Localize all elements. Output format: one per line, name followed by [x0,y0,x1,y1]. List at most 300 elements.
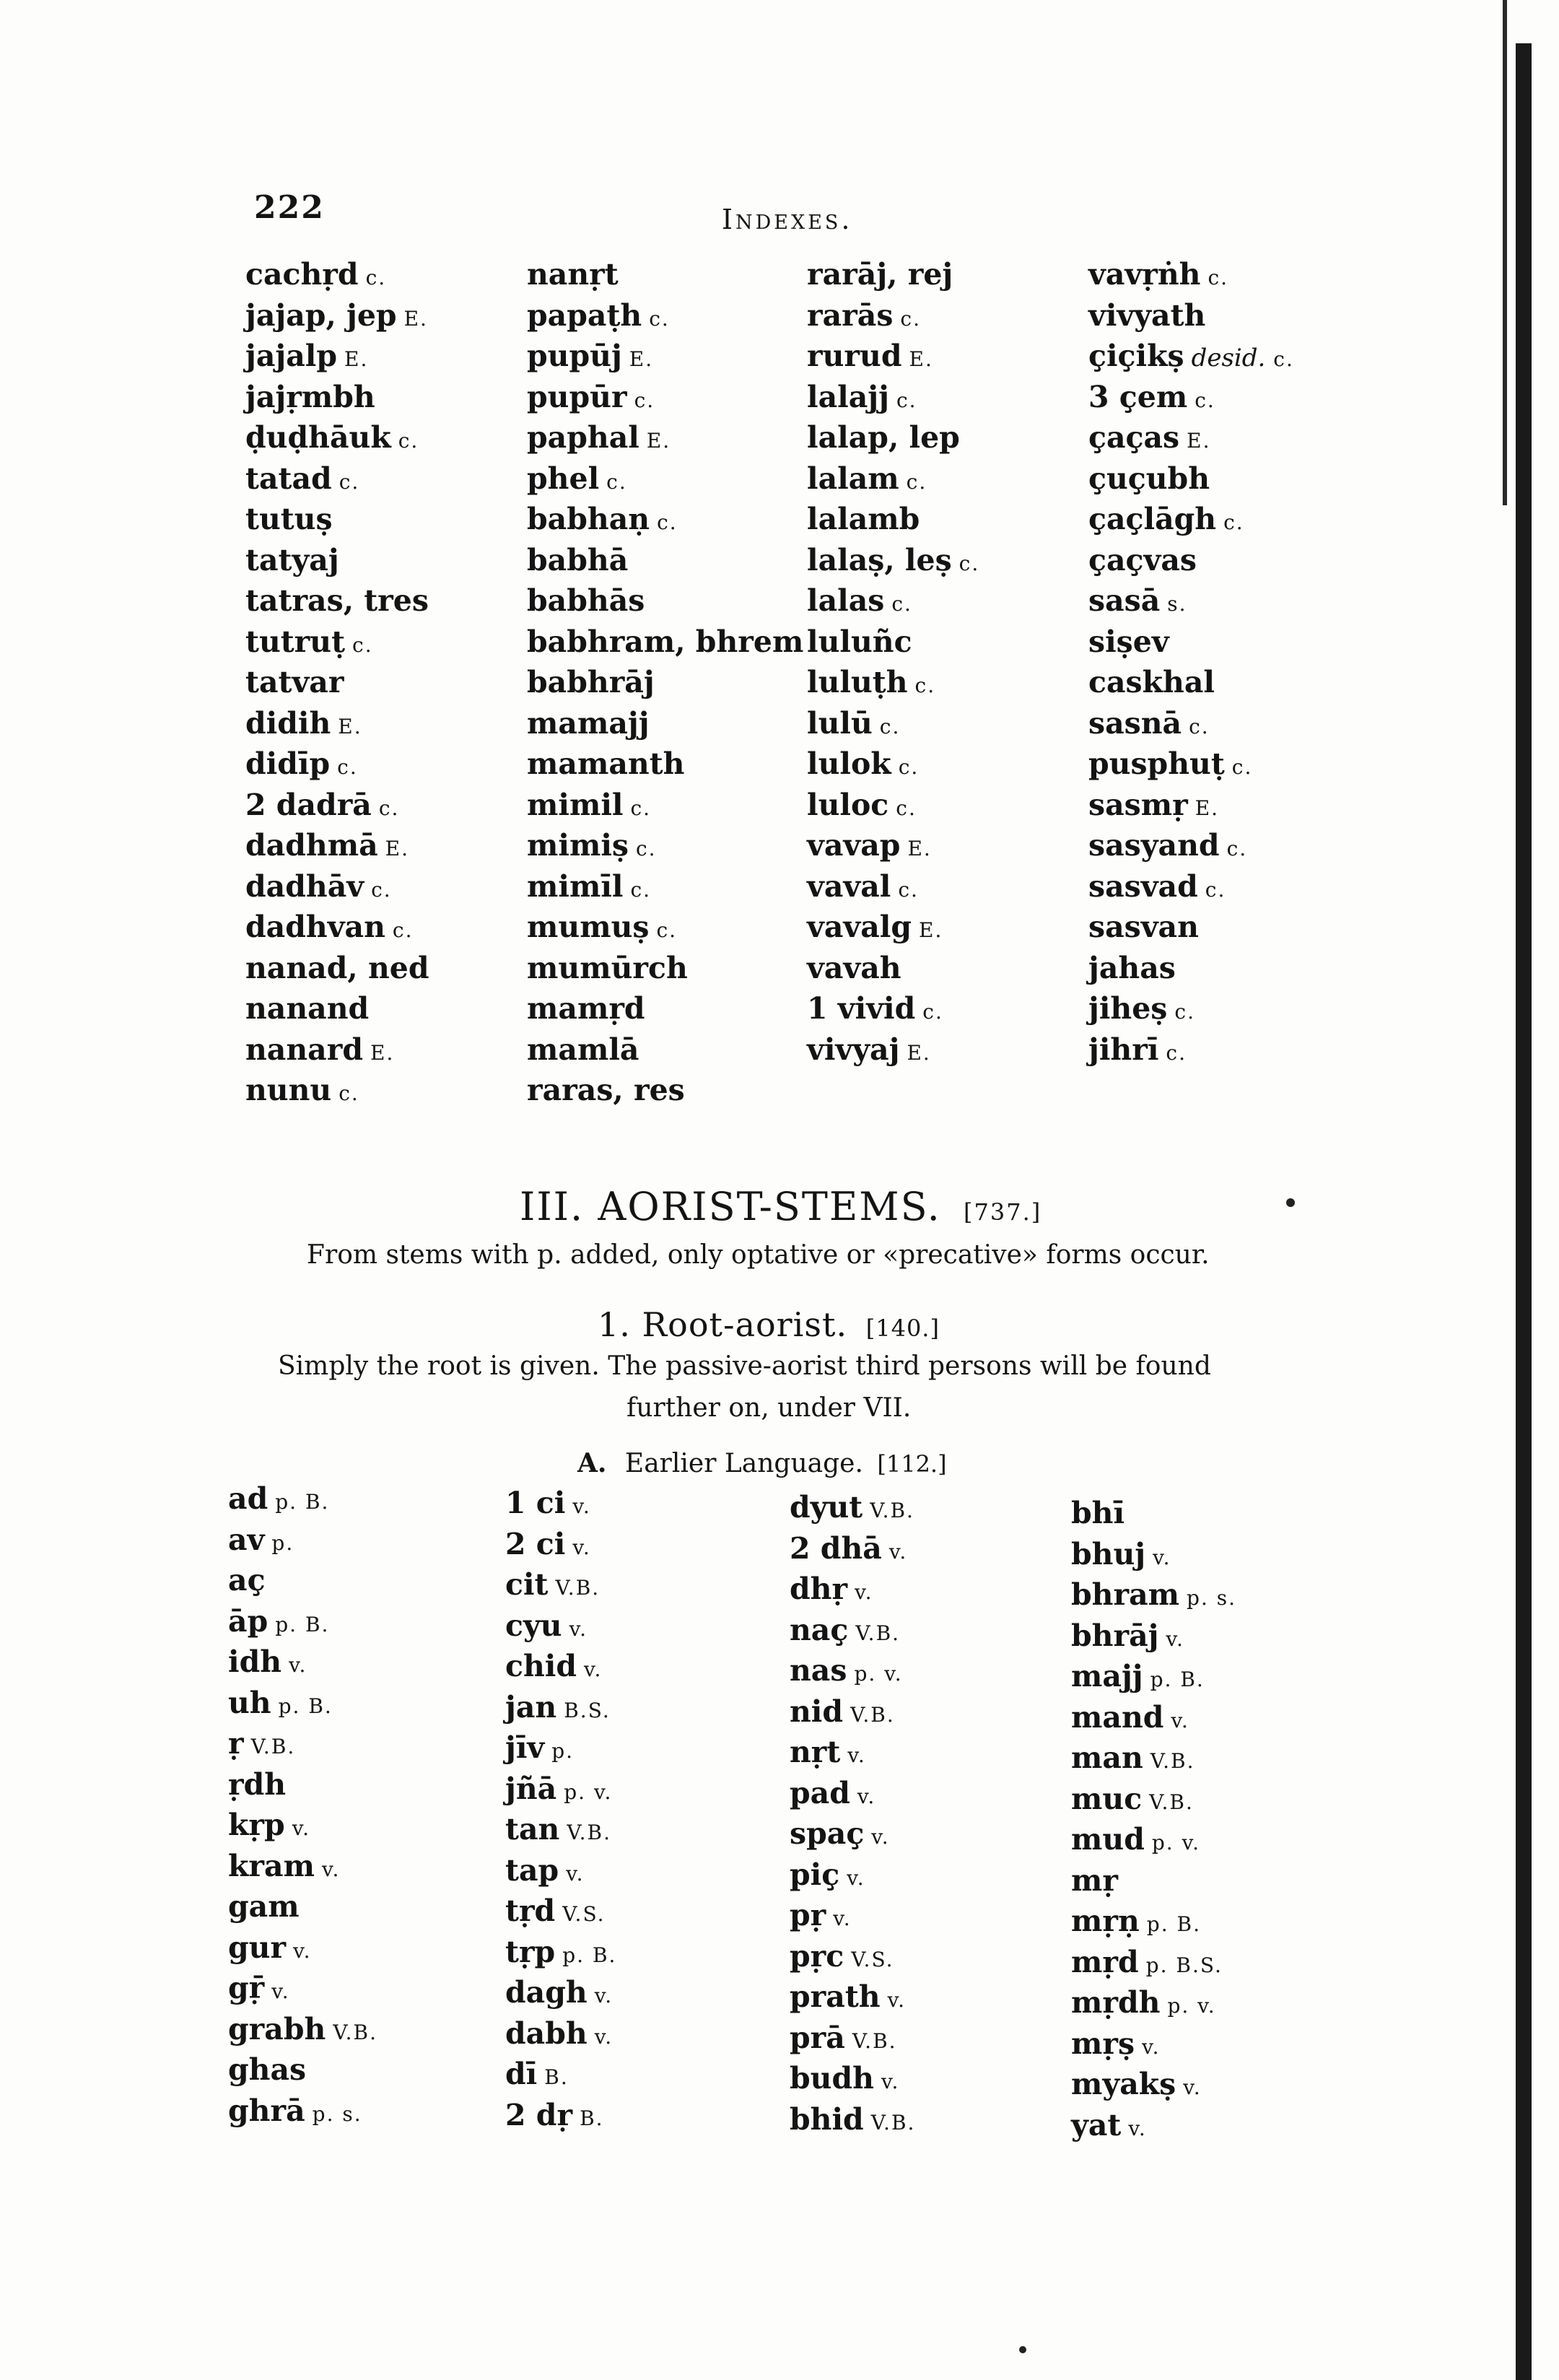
index-entry [790,2058,915,2099]
index-entry [228,1520,377,1561]
entry-word: yat [1071,2107,1122,2143]
entry-word: cachṛd [245,257,359,292]
entry-abbreviation: v. [847,1743,866,1767]
entry-word: rurud [807,339,902,373]
entry-abbreviation: v. [594,2024,613,2049]
index-entry [807,907,979,948]
entry-abbreviation: v. [1128,2116,1147,2140]
entry-abbreviation: p. [551,1739,575,1763]
index-entry [505,1891,616,1932]
index-entry [790,1854,915,1896]
entry-abbreviation: B. [580,2106,604,2130]
entry-abbreviation: c. [1189,714,1210,738]
entry-abbreviation: desid. c. [1191,344,1294,372]
index-entry [1088,580,1294,622]
entry-abbreviation: c. [1195,388,1215,412]
scan-speck [1019,2346,1026,2353]
index-entry [807,295,979,336]
index-entry [228,2049,377,2091]
entry-word: jajalp [245,339,338,373]
aorist-column-1 [228,1478,377,2131]
entry-abbreviation: p. v. [564,1779,613,1804]
entry-abbreviation: c. [398,429,419,453]
entry-word: dhṛ [790,1572,848,1606]
entry-word: mamlā [527,1032,639,1067]
entry-abbreviation: v. [569,1616,588,1641]
entry-abbreviation: E. [919,918,943,942]
entry-word: grabh [228,2011,326,2046]
entry-word: mud [1071,1822,1145,1857]
entry-abbreviation: v. [584,1657,603,1681]
entry-abbreviation: c. [906,469,927,494]
entry-word: bhid [790,2101,864,2137]
index-entry [1071,1942,1236,1983]
entry-word: muc [1071,1781,1143,1816]
entry-word: luluñc [807,624,912,659]
entry-word: spaç [790,1816,865,1851]
entry-word: çaças [1088,420,1180,455]
entry-abbreviation: c. [365,266,387,289]
entry-word: lalaṣ, leṣ [807,542,952,577]
entry-word: 2 dhā [790,1530,882,1566]
entry-abbreviation: c. [657,510,678,534]
index-entry [245,417,429,458]
entry-abbreviation: c. [1208,266,1229,289]
entry-abbreviation: v. [1183,2075,1202,2099]
index-entry [527,825,803,866]
entry-word: sasyand [1088,828,1220,863]
entry-abbreviation: V.B. [870,1499,914,1522]
index-entry [527,499,803,540]
index-entry [807,703,979,744]
entry-word: jīv [505,1730,545,1765]
index-entry [807,580,979,622]
index-entry [245,622,429,663]
subsection-note-line-2: further on, under VII. [626,1393,912,1423]
entry-word: vavah [807,950,901,985]
entry-word: jñā [505,1771,557,1806]
entry-abbreviation: c. [896,795,917,820]
subsection-heading [598,1305,940,1344]
index-entry [245,540,429,581]
entry-word: man [1071,1740,1143,1775]
entry-abbreviation: c. [1205,877,1226,902]
entry-word: didih [245,705,331,741]
index-entry [245,662,429,703]
entry-word: sasnā [1088,705,1182,741]
index-entry [527,254,803,295]
entry-word: nanad, ned [245,950,429,985]
index-entry [245,948,429,989]
entry-abbreviation: c. [630,877,652,902]
entry-word: tatras, tres [245,583,429,618]
entry-abbreviation: V.B. [870,2110,916,2135]
entry-abbreviation: v. [857,1784,876,1808]
index-entry [527,540,803,581]
entry-word: av [228,1522,265,1557]
index-entry [790,1813,915,1854]
index-entry [1088,866,1294,907]
index-entry [1088,336,1294,377]
entry-word: vavṛṅh [1088,257,1201,292]
index-entry [1071,1901,1236,1942]
entry-word: didīp [245,746,331,781]
index-entry [807,744,979,785]
index-entry [807,540,979,581]
index-entry [790,1976,915,2018]
entry-word: paphal [527,420,639,455]
entry-word: 1 ci [505,1486,566,1520]
entry-word: aç [228,1563,266,1597]
entry-abbreviation: c. [337,755,358,779]
index-entry [807,988,979,1029]
entry-word: kṛp [228,1808,285,1842]
entry-word: dadhmā [245,828,378,863]
index-entry [527,377,803,418]
section-note: From stems with p. added, only optative or «precative» forms occur. [307,1240,1210,1270]
entry-word: babhram, bhrem [527,624,804,659]
index-entry [790,1732,915,1773]
entry-abbreviation: V.B. [333,2020,378,2044]
entry-word: tutuṣ [245,502,333,536]
index-entry [1088,948,1294,989]
index-column-2 [527,254,803,1111]
index-entry [1071,1616,1236,1657]
index-entry [1088,907,1294,948]
scan-edge-line [1503,0,1507,505]
entry-word: vavalg [807,910,912,944]
entry-word: lalap, lep [807,420,960,455]
index-entry [527,295,803,336]
entry-abbreviation: V.B. [855,1621,901,1645]
index-entry [505,1727,616,1769]
index-entry [790,1610,915,1651]
entry-abbreviation: c. [606,469,627,494]
index-entry [1088,988,1294,1029]
aorist-column-2 [505,1483,616,2135]
index-entry [228,2009,377,2050]
entry-word: myakṣ [1071,2067,1176,2101]
entry-word: bhī [1071,1496,1125,1530]
entry-abbreviation: c. [339,469,360,494]
entry-word: nanṛt [527,257,619,292]
entry-word: ṛdh [228,1766,287,1802]
index-column-1 [245,254,429,1111]
entry-abbreviation: p. v. [854,1662,903,1686]
entry-abbreviation: c. [649,306,670,331]
index-entry [228,1968,377,2009]
entry-word: jajṛmbh [245,379,375,414]
entry-word: cit [505,1567,549,1602]
index-entry [807,662,979,703]
index-entry [245,744,429,785]
entry-abbreviation: c. [634,388,655,412]
index-entry [790,1895,915,1936]
entry-word: papaṭh [527,297,642,333]
index-entry [807,254,979,295]
index-entry [1088,540,1294,581]
entry-word: pupūr [527,379,627,414]
index-entry [807,948,979,989]
entry-word: 3 çem [1088,379,1188,414]
entry-word: 2 ci [505,1526,566,1561]
entry-word: dyut [790,1490,863,1525]
entry-word: mamanth [527,746,685,781]
index-entry [228,1601,377,1642]
entry-word: jan [505,1689,557,1725]
index-entry [505,1972,616,2013]
entry-abbreviation: c. [392,918,414,942]
index-entry [1088,785,1294,826]
entry-word: lalajj [807,379,889,414]
entry-word: vivyath [1088,297,1206,333]
index-entry [807,785,979,826]
entry-word: mumuṣ [527,910,650,944]
entry-word: jahas [1088,950,1176,985]
index-entry [1071,2105,1236,2146]
index-entry [245,295,429,336]
index-entry [1071,1534,1236,1575]
index-entry [505,2013,616,2054]
entry-word: budh [790,2061,874,2096]
index-entry [1071,2064,1236,2105]
entry-abbreviation: c. [1231,755,1253,779]
index-entry [1071,1738,1236,1779]
index-entry [1088,622,1294,663]
entry-word: jiheṣ [1088,991,1168,1026]
section-ref: [737.] [964,1198,1042,1226]
entry-word: lalamb [807,502,920,536]
entry-word: tṛp [505,1934,556,1969]
index-entry [228,1846,377,1887]
index-entry [245,377,429,418]
index-entry [807,866,979,907]
entry-abbreviation: V.B. [555,1576,601,1600]
entry-abbreviation: v. [271,1979,290,2003]
index-entry [1071,1656,1236,1697]
index-entry [527,785,803,826]
index-entry [1071,1819,1236,1860]
entry-abbreviation: V.B. [1150,1749,1195,1773]
entry-word: babhā [527,542,629,577]
index-entry [527,417,803,458]
entry-abbreviation: c. [914,674,936,697]
index-entry [1088,295,1294,336]
index-column-3 [807,254,979,1070]
index-entry [1071,1982,1236,2023]
entry-word: çiçikṣ [1088,339,1184,373]
entry-word: dī [505,2057,538,2091]
entry-word: tatvar [245,665,344,699]
index-entry [245,254,429,295]
index-entry [228,1764,377,1805]
entry-word: dagh [505,1975,588,2010]
entry-abbreviation: V.B. [850,1702,895,1727]
index-entry [807,377,979,418]
entry-abbreviation: V.B. [250,1735,296,1758]
index-entry [1088,417,1294,458]
entry-word: vavap [807,828,901,863]
index-entry [527,622,803,663]
index-entry [790,1528,915,1569]
entry-word: kram [228,1848,315,1883]
entry-word: babhaṇ [527,502,650,536]
entry-abbreviation: v. [887,1988,906,2012]
entry-abbreviation: c. [630,795,652,820]
index-entry [527,866,803,907]
entry-abbreviation: B.S. [564,1698,611,1722]
index-entry [527,988,803,1029]
entry-word: nid [790,1694,844,1729]
index-entry [228,1927,377,1969]
page-number: 222 [254,189,325,226]
entry-word: lalas [807,583,885,618]
entry-abbreviation: p. v. [1167,1994,1216,2018]
index-entry [245,988,429,1029]
entry-word: mṛdh [1071,1985,1161,2020]
index-entry [505,1524,616,1565]
entry-word: dabh [505,2015,588,2051]
entry-abbreviation: B. [544,2065,569,2089]
index-column-4 [1088,254,1294,1070]
index-entry [505,1605,616,1647]
entry-abbreviation: V.S. [562,1902,606,1926]
entry-abbreviation: c. [922,1000,943,1024]
entry-word: 1 vivid [807,991,916,1026]
entry-word: majj [1071,1659,1143,1694]
index-entry [790,1691,915,1732]
index-entry [228,1723,377,1764]
entry-word: pad [790,1775,850,1810]
index-entry [790,1936,915,1977]
entry-abbreviation: c. [1226,837,1248,860]
entry-word: pusphuṭ [1088,746,1225,781]
entry-word: bhuj [1071,1536,1146,1572]
entry-word: tutruṭ [245,624,346,659]
entry-word: tṛd [505,1893,556,1928]
entry-abbreviation: p. B. [275,1612,330,1636]
entry-word: bhrāj [1071,1618,1159,1653]
index-entry [505,1564,616,1605]
entry-abbreviation: p. B. [275,1490,330,1514]
index-entry [505,1687,616,1728]
subsection-ref: [140.] [865,1315,940,1342]
entry-word: ṛ [228,1726,244,1761]
entry-word: mimiṣ [527,828,629,863]
index-entry [1088,1029,1294,1071]
index-entry [807,336,979,377]
entry-abbreviation: E. [385,837,410,860]
index-entry [527,1070,803,1111]
index-entry [1088,499,1294,540]
entry-word: tap [505,1852,559,1888]
entry-word: lulok [807,746,891,781]
entry-word: nanard [245,1032,364,1067]
index-entry [505,2095,616,2136]
entry-abbreviation: v. [871,1825,890,1849]
entry-word: phel [527,461,600,496]
index-entry [527,703,803,744]
entry-word: mand [1071,1699,1164,1735]
index-entry [245,703,429,744]
entry-abbreviation: V.B. [567,1821,612,1844]
entry-word: mamajj [527,705,650,741]
entry-abbreviation: v. [594,1984,613,2008]
subsection-title: 1. Root-aorist. [598,1305,848,1344]
index-entry [228,1560,377,1601]
entry-word: ad [228,1481,268,1516]
entry-abbreviation: v. [1153,1545,1171,1569]
entry-abbreviation: E. [646,429,671,453]
entry-abbreviation: c. [891,592,912,616]
entry-abbreviation: c. [900,306,922,331]
entry-abbreviation: V.S. [851,1947,894,1971]
index-entry [228,1805,377,1846]
entry-word: jajap, jep [245,297,397,333]
index-entry [245,825,429,866]
entry-abbreviation: p. [271,1530,294,1555]
entry-word: luloc [807,787,889,822]
index-entry [807,499,979,540]
entry-word: mṛṣ [1071,2026,1135,2061]
entry-word: sasmṛ [1088,787,1188,822]
index-entry [1071,1574,1236,1616]
index-entry [505,1809,616,1850]
entry-abbreviation: c. [339,1081,359,1105]
entry-word: chid [505,1649,577,1683]
entry-word: dadhāv [245,868,364,904]
subsubsection-heading [577,1448,947,1478]
index-entry [807,417,979,458]
index-entry [228,2091,377,2132]
index-entry [807,622,979,663]
entry-word: vaval [807,868,891,904]
index-entry [505,2054,616,2095]
index-entry [790,2099,915,2140]
entry-abbreviation: v. [566,1861,585,1886]
entry-abbreviation: v. [289,1653,307,1677]
entry-abbreviation: v. [572,1535,591,1559]
entry-abbreviation: v. [1171,1708,1189,1732]
section-heading [520,1184,1041,1229]
entry-abbreviation: p. v. [1151,1831,1200,1854]
index-entry [228,1683,377,1724]
entry-word: çaçlāgh [1088,502,1217,536]
entry-word: jihrī [1088,1032,1159,1067]
entry-word: sasā [1088,583,1161,618]
index-entry [527,1029,803,1071]
entry-word: pṛ [790,1898,826,1932]
entry-abbreviation: E. [1187,429,1211,453]
entry-word: babhrāj [527,665,655,699]
entry-word: ghrā [228,2093,305,2128]
entry-word: sasvan [1088,910,1199,944]
entry-word: tatyaj [245,542,339,577]
entry-word: nunu [245,1073,332,1107]
index-entry [527,662,803,703]
entry-abbreviation: E. [344,347,369,371]
subsubsection-ref: [112.] [877,1450,947,1478]
scan-edge-shadow [1516,43,1532,2380]
index-entry [527,336,803,377]
index-entry [228,1642,377,1683]
index-entry [1088,744,1294,785]
entry-word: prā [790,2020,845,2055]
entry-word: idh [228,1644,282,1679]
entry-word: pṛc [790,1938,844,1974]
index-entry [1088,662,1294,703]
entry-word: bhram [1071,1577,1180,1612]
